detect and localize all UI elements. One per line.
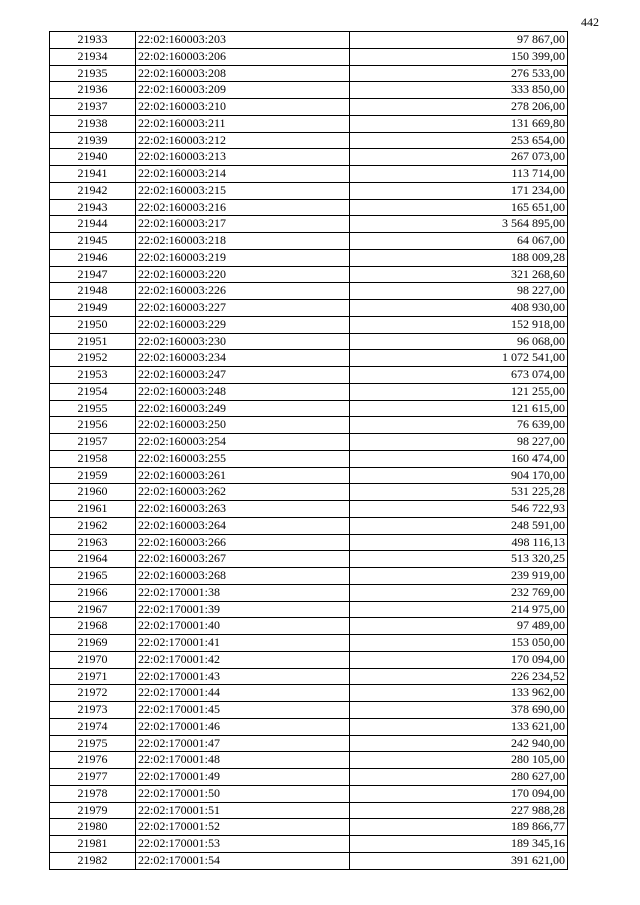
cadastral-number-cell: 22:02:160003:229 xyxy=(136,316,350,333)
row-number-cell: 21935 xyxy=(50,65,136,82)
row-number-cell: 21952 xyxy=(50,350,136,367)
row-number-cell: 21967 xyxy=(50,601,136,618)
cadastral-value-cell: 165 651,00 xyxy=(350,199,568,216)
table-row xyxy=(50,65,568,82)
row-number-cell: 21942 xyxy=(50,182,136,199)
table-row xyxy=(50,182,568,199)
table-row xyxy=(50,501,568,518)
row-number-cell: 21945 xyxy=(50,233,136,250)
cadastral-value-cell: 133 962,00 xyxy=(350,685,568,702)
row-number-cell: 21950 xyxy=(50,316,136,333)
cadastral-value-cell: 1 072 541,00 xyxy=(350,350,568,367)
row-number-cell: 21947 xyxy=(50,266,136,283)
row-number-cell: 21951 xyxy=(50,333,136,350)
row-number-cell: 21965 xyxy=(50,568,136,585)
table-row xyxy=(50,233,568,250)
cadastral-value-cell: 170 094,00 xyxy=(350,651,568,668)
cadastral-number-cell: 22:02:170001:41 xyxy=(136,635,350,652)
row-number-cell: 21966 xyxy=(50,584,136,601)
table-row xyxy=(50,216,568,233)
cadastral-value-cell: 160 474,00 xyxy=(350,450,568,467)
table-row xyxy=(50,333,568,350)
cadastral-number-cell: 22:02:170001:46 xyxy=(136,718,350,735)
cadastral-value-cell: 170 094,00 xyxy=(350,785,568,802)
cadastral-value-cell: 248 591,00 xyxy=(350,517,568,534)
table-row xyxy=(50,383,568,400)
row-number-cell: 21977 xyxy=(50,769,136,786)
row-number-cell: 21976 xyxy=(50,752,136,769)
row-number-cell: 21941 xyxy=(50,166,136,183)
row-number-cell: 21949 xyxy=(50,300,136,317)
cadastral-number-cell: 22:02:170001:52 xyxy=(136,819,350,836)
cadastral-number-cell: 22:02:170001:50 xyxy=(136,785,350,802)
row-number-cell: 21959 xyxy=(50,467,136,484)
table-row xyxy=(50,568,568,585)
cadastral-number-cell: 22:02:160003:217 xyxy=(136,216,350,233)
row-number-cell: 21943 xyxy=(50,199,136,216)
cadastral-value-cell: 278 206,00 xyxy=(350,99,568,116)
table-row xyxy=(50,517,568,534)
cadastral-value-cell: 280 627,00 xyxy=(350,769,568,786)
table-row xyxy=(50,450,568,467)
cadastral-value-cell: 321 268,60 xyxy=(350,266,568,283)
page-number: 442 xyxy=(581,15,599,29)
table-row xyxy=(50,417,568,434)
table-row xyxy=(50,149,568,166)
cadastral-value-cell: 121 615,00 xyxy=(350,400,568,417)
cadastral-number-cell: 22:02:160003:203 xyxy=(136,32,350,49)
cadastral-number-cell: 22:02:160003:206 xyxy=(136,48,350,65)
row-number-cell: 21982 xyxy=(50,852,136,869)
table-row xyxy=(50,316,568,333)
table-row xyxy=(50,769,568,786)
cadastral-value-cell: 513 320,25 xyxy=(350,551,568,568)
table-row xyxy=(50,584,568,601)
cadastral-number-cell: 22:02:160003:220 xyxy=(136,266,350,283)
table-row xyxy=(50,82,568,99)
row-number-cell: 21975 xyxy=(50,735,136,752)
cadastral-number-cell: 22:02:170001:49 xyxy=(136,769,350,786)
table-row xyxy=(50,283,568,300)
cadastral-number-cell: 22:02:160003:261 xyxy=(136,467,350,484)
table-row xyxy=(50,484,568,501)
table-row xyxy=(50,166,568,183)
cadastral-value-cell: 498 116,13 xyxy=(350,534,568,551)
table-row xyxy=(50,718,568,735)
row-number-cell: 21946 xyxy=(50,249,136,266)
cadastral-value-cell: 113 714,00 xyxy=(350,166,568,183)
row-number-cell: 21953 xyxy=(50,367,136,384)
table-row xyxy=(50,266,568,283)
cadastral-number-cell: 22:02:160003:212 xyxy=(136,132,350,149)
table-row xyxy=(50,199,568,216)
cadastral-value-cell: 152 918,00 xyxy=(350,316,568,333)
cadastral-number-cell: 22:02:160003:249 xyxy=(136,400,350,417)
table-row xyxy=(50,367,568,384)
table-row xyxy=(50,852,568,869)
row-number-cell: 21969 xyxy=(50,635,136,652)
table-row xyxy=(50,635,568,652)
cadastral-value-cell: 280 105,00 xyxy=(350,752,568,769)
row-number-cell: 21955 xyxy=(50,400,136,417)
cadastral-value-cell: 214 975,00 xyxy=(350,601,568,618)
row-number-cell: 21936 xyxy=(50,82,136,99)
cadastral-value-cell: 131 669,80 xyxy=(350,115,568,132)
cadastral-number-cell: 22:02:160003:227 xyxy=(136,300,350,317)
table-row xyxy=(50,752,568,769)
cadastral-value-cell: 133 621,00 xyxy=(350,718,568,735)
cadastral-value-cell: 121 255,00 xyxy=(350,383,568,400)
cadastral-value-cell: 904 170,00 xyxy=(350,467,568,484)
cadastral-value-cell: 96 068,00 xyxy=(350,333,568,350)
row-number-cell: 21939 xyxy=(50,132,136,149)
table-row xyxy=(50,534,568,551)
cadastral-number-cell: 22:02:160003:262 xyxy=(136,484,350,501)
cadastral-number-cell: 22:02:170001:47 xyxy=(136,735,350,752)
row-number-cell: 21971 xyxy=(50,668,136,685)
row-number-cell: 21963 xyxy=(50,534,136,551)
cadastral-value-cell: 153 050,00 xyxy=(350,635,568,652)
cadastral-value-cell: 276 533,00 xyxy=(350,65,568,82)
cadastral-number-cell: 22:02:160003:250 xyxy=(136,417,350,434)
table-row xyxy=(50,819,568,836)
cadastral-number-cell: 22:02:170001:54 xyxy=(136,852,350,869)
cadastral-value-cell: 226 234,52 xyxy=(350,668,568,685)
row-number-cell: 21956 xyxy=(50,417,136,434)
table-row xyxy=(50,350,568,367)
cadastral-value-cell: 150 399,00 xyxy=(350,48,568,65)
row-number-cell: 21978 xyxy=(50,785,136,802)
cadastral-number-cell: 22:02:160003:268 xyxy=(136,568,350,585)
row-number-cell: 21944 xyxy=(50,216,136,233)
row-number-cell: 21962 xyxy=(50,517,136,534)
cadastral-value-cell: 76 639,00 xyxy=(350,417,568,434)
cadastral-value-cell: 97 867,00 xyxy=(350,32,568,49)
cadastral-value-cell: 97 489,00 xyxy=(350,618,568,635)
table-row xyxy=(50,467,568,484)
row-number-cell: 21968 xyxy=(50,618,136,635)
row-number-cell: 21981 xyxy=(50,836,136,853)
table-row xyxy=(50,735,568,752)
row-number-cell: 21979 xyxy=(50,802,136,819)
cadastral-value-cell: 242 940,00 xyxy=(350,735,568,752)
cadastral-number-cell: 22:02:160003:208 xyxy=(136,65,350,82)
cadastral-value-cell: 232 769,00 xyxy=(350,584,568,601)
table-row xyxy=(50,115,568,132)
cadastral-number-cell: 22:02:160003:255 xyxy=(136,450,350,467)
cadastral-value-cell: 673 074,00 xyxy=(350,367,568,384)
cadastral-number-cell: 22:02:160003:226 xyxy=(136,283,350,300)
cadastral-value-cell: 3 564 895,00 xyxy=(350,216,568,233)
cadastral-value-cell: 239 919,00 xyxy=(350,568,568,585)
table-row xyxy=(50,249,568,266)
row-number-cell: 21938 xyxy=(50,115,136,132)
cadastral-number-cell: 22:02:160003:247 xyxy=(136,367,350,384)
table-row xyxy=(50,802,568,819)
table-row xyxy=(50,618,568,635)
cadastral-number-cell: 22:02:160003:210 xyxy=(136,99,350,116)
table-row xyxy=(50,300,568,317)
row-number-cell: 21948 xyxy=(50,283,136,300)
cadastral-value-cell: 408 930,00 xyxy=(350,300,568,317)
table-row xyxy=(50,668,568,685)
table-row xyxy=(50,702,568,719)
cadastral-number-cell: 22:02:170001:43 xyxy=(136,668,350,685)
row-number-cell: 21972 xyxy=(50,685,136,702)
cadastral-value-cell: 378 690,00 xyxy=(350,702,568,719)
row-number-cell: 21957 xyxy=(50,434,136,451)
cadastral-number-cell: 22:02:170001:53 xyxy=(136,836,350,853)
cadastral-number-cell: 22:02:160003:264 xyxy=(136,517,350,534)
table-row xyxy=(50,48,568,65)
cadastral-value-cell: 267 073,00 xyxy=(350,149,568,166)
cadastral-number-cell: 22:02:160003:230 xyxy=(136,333,350,350)
cadastral-number-cell: 22:02:160003:254 xyxy=(136,434,350,451)
cadastral-number-cell: 22:02:160003:214 xyxy=(136,166,350,183)
table-row xyxy=(50,685,568,702)
cadastral-value-cell: 98 227,00 xyxy=(350,283,568,300)
row-number-cell: 21954 xyxy=(50,383,136,400)
table-row xyxy=(50,601,568,618)
cadastral-value-cell: 189 345,16 xyxy=(350,836,568,853)
cadastral-number-cell: 22:02:170001:42 xyxy=(136,651,350,668)
table-row xyxy=(50,400,568,417)
cadastral-number-cell: 22:02:160003:219 xyxy=(136,249,350,266)
cadastral-value-cell: 546 722,93 xyxy=(350,501,568,518)
cadastral-value-cell: 253 654,00 xyxy=(350,132,568,149)
cadastral-value-cell: 189 866,77 xyxy=(350,819,568,836)
cadastral-value-cell: 391 621,00 xyxy=(350,852,568,869)
cadastral-number-cell: 22:02:170001:44 xyxy=(136,685,350,702)
cadastral-number-cell: 22:02:170001:45 xyxy=(136,702,350,719)
row-number-cell: 21961 xyxy=(50,501,136,518)
row-number-cell: 21934 xyxy=(50,48,136,65)
cadastral-value-cell: 64 067,00 xyxy=(350,233,568,250)
cadastral-number-cell: 22:02:160003:234 xyxy=(136,350,350,367)
cadastral-number-cell: 22:02:160003:211 xyxy=(136,115,350,132)
row-number-cell: 21958 xyxy=(50,450,136,467)
table-row xyxy=(50,785,568,802)
cadastral-number-cell: 22:02:160003:213 xyxy=(136,149,350,166)
table-row xyxy=(50,836,568,853)
table-row xyxy=(50,99,568,116)
table-row xyxy=(50,551,568,568)
row-number-cell: 21974 xyxy=(50,718,136,735)
row-number-cell: 21960 xyxy=(50,484,136,501)
cadastral-number-cell: 22:02:160003:218 xyxy=(136,233,350,250)
cadastral-value-cell: 531 225,28 xyxy=(350,484,568,501)
table-row xyxy=(50,434,568,451)
cadastral-value-cell: 171 234,00 xyxy=(350,182,568,199)
table-body xyxy=(50,32,568,870)
row-number-cell: 21940 xyxy=(50,149,136,166)
cadastral-number-cell: 22:02:170001:51 xyxy=(136,802,350,819)
cadastral-number-cell: 22:02:170001:48 xyxy=(136,752,350,769)
cadastral-number-cell: 22:02:160003:209 xyxy=(136,82,350,99)
cadastral-number-cell: 22:02:170001:40 xyxy=(136,618,350,635)
cadastral-number-cell: 22:02:160003:263 xyxy=(136,501,350,518)
cadastral-number-cell: 22:02:170001:38 xyxy=(136,584,350,601)
cadastral-number-cell: 22:02:160003:267 xyxy=(136,551,350,568)
row-number-cell: 21933 xyxy=(50,32,136,49)
cadastral-number-cell: 22:02:160003:266 xyxy=(136,534,350,551)
cadastral-value-cell: 333 850,00 xyxy=(350,82,568,99)
cadastral-number-cell: 22:02:160003:215 xyxy=(136,182,350,199)
cadastral-number-cell: 22:02:170001:39 xyxy=(136,601,350,618)
row-number-cell: 21980 xyxy=(50,819,136,836)
cadastral-value-cell: 227 988,28 xyxy=(350,802,568,819)
cadastral-value-table xyxy=(49,31,568,870)
row-number-cell: 21964 xyxy=(50,551,136,568)
row-number-cell: 21970 xyxy=(50,651,136,668)
cadastral-value-cell: 188 009,28 xyxy=(350,249,568,266)
table-row xyxy=(50,32,568,49)
row-number-cell: 21973 xyxy=(50,702,136,719)
table-row xyxy=(50,651,568,668)
cadastral-value-cell: 98 227,00 xyxy=(350,434,568,451)
cadastral-number-cell: 22:02:160003:216 xyxy=(136,199,350,216)
table-row xyxy=(50,132,568,149)
cadastral-number-cell: 22:02:160003:248 xyxy=(136,383,350,400)
row-number-cell: 21937 xyxy=(50,99,136,116)
